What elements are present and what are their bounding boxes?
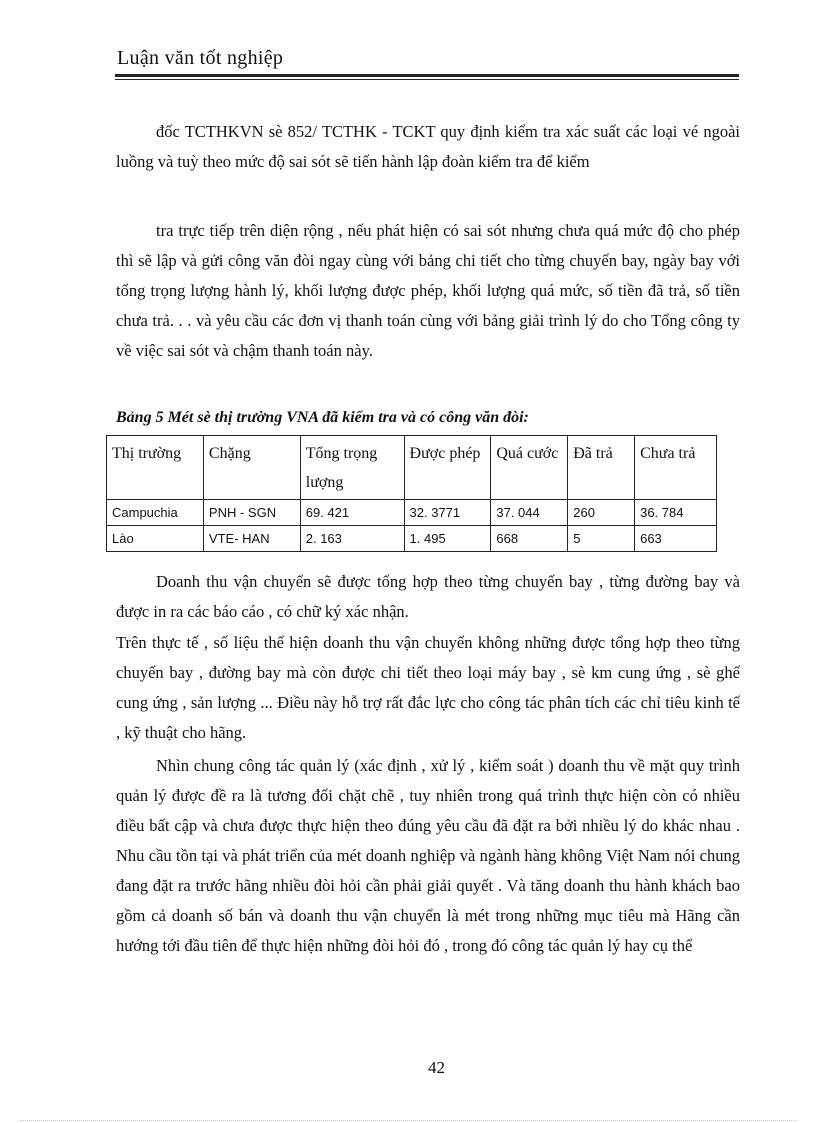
header-cell: Chưa trả (635, 436, 717, 500)
header-cell: Quá cước (491, 436, 568, 500)
table-cell: 668 (491, 526, 568, 552)
table-cell: Lào (107, 526, 204, 552)
table-caption: Bảng 5 Mét sè thị trường VNA đã kiểm tra và có công văn đòi: (116, 409, 529, 426)
table-cell: Campuchia (107, 500, 204, 526)
table-cell: 260 (568, 500, 635, 526)
paragraph-4: Trên thực tế , số liệu thể hiện doanh thu vận chuyển không những được tổng hợp theo từng chuyến bay , đường bay mà còn được chi tiết theo loại máy bay , sè km cung ứng , sè ghế cung ứng , sản lượng ... Điều này hỗ trợ rất đắc lực cho công tác phân tích các chỉ tiêu kinh tế , kỹ thuật cho hãng. (116, 633, 740, 742)
header-cell: Tổng trọng lượng (300, 436, 404, 500)
paragraph-2: tra trực tiếp trên diện rộng , nếu phát hiện có sai sót nhưng chưa quá mức độ cho phép thì sẽ lập và gửi công văn đòi ngay cùng với bảng chi tiết cho từng chuyến bay, ngày bay với tổng trọng lượng hành lý, khối lượng được phép, khối lượng quá mức, số tiền đã trả, số tiền chưa trả. . . và yêu cầu các đơn vị thanh toán cùng với bảng giải trình lý do cho Tổng công ty về việc sai sót và chậm thanh toán này. (116, 221, 740, 360)
header-rule-thin (115, 79, 739, 80)
table-cell: 1. 495 (404, 526, 491, 552)
table-header-row (107, 436, 717, 500)
paragraph-3: Doanh thu vận chuyển sẽ được tổng hợp theo từng chuyến bay , từng đường bay và được in ra các báo cáo , có chữ ký xác nhận. (116, 572, 740, 621)
footer-divider (20, 1120, 796, 1121)
header-cell: Chặng (203, 436, 300, 500)
header-cell: Đã trả (568, 436, 635, 500)
table-cell: 663 (635, 526, 717, 552)
table-cell: VTE- HAN (203, 526, 300, 552)
table-row (107, 500, 717, 526)
table-cell: 32. 3771 (404, 500, 491, 526)
table-cell: 5 (568, 526, 635, 552)
header-cell: Được phép (404, 436, 491, 500)
header-cell: Thị trường (107, 436, 204, 500)
table-cell: PNH - SGN (203, 500, 300, 526)
paragraph-5: Nhìn chung công tác quản lý (xác định , xử lý , kiểm soát ) doanh thu về mặt quy trình quản lý được đề ra là tương đối chặt chẽ , tuy nhiên trong quá trình thực hiện còn có nhiều điều bất cập và chưa được thực hiện theo đúng yêu cầu đã đặt ra bởi nhiều lý do khác nhau . Nhu cầu tồn tại và phát triển của mét doanh nghiệp và ngành hàng không Việt Nam nói chung đang đặt ra trước hãng nhiều đòi hỏi cần phải giải quyết . Và tăng doanh thu hành khách bao gồm cả doanh số bán và doanh thu vận chuyển là mét trong những mục tiêu mà Hãng cần hướng tới đầu tiên để thực hiện những đòi hỏi đó , trong đó công tác quản lý hay cụ thể (116, 756, 740, 955)
table-cell: 2. 163 (300, 526, 404, 552)
table-cell: 37. 044 (491, 500, 568, 526)
table-cell: 36. 784 (635, 500, 717, 526)
table-cell: 69. 421 (300, 500, 404, 526)
page-number: 42 (428, 1058, 445, 1077)
header-rule-thick (115, 74, 739, 77)
running-header: Luận văn tốt nghiệp (117, 47, 284, 69)
market-table (106, 435, 717, 552)
paragraph-1: đốc TCTHKVN sè 852/ TCTHK - TCKT quy định kiểm tra xác suất các loại vé ngoài luồng và tuỳ theo mức độ sai sót sẽ tiến hành lập đoàn kiểm tra để kiểm (116, 122, 740, 171)
table-row (107, 526, 717, 552)
